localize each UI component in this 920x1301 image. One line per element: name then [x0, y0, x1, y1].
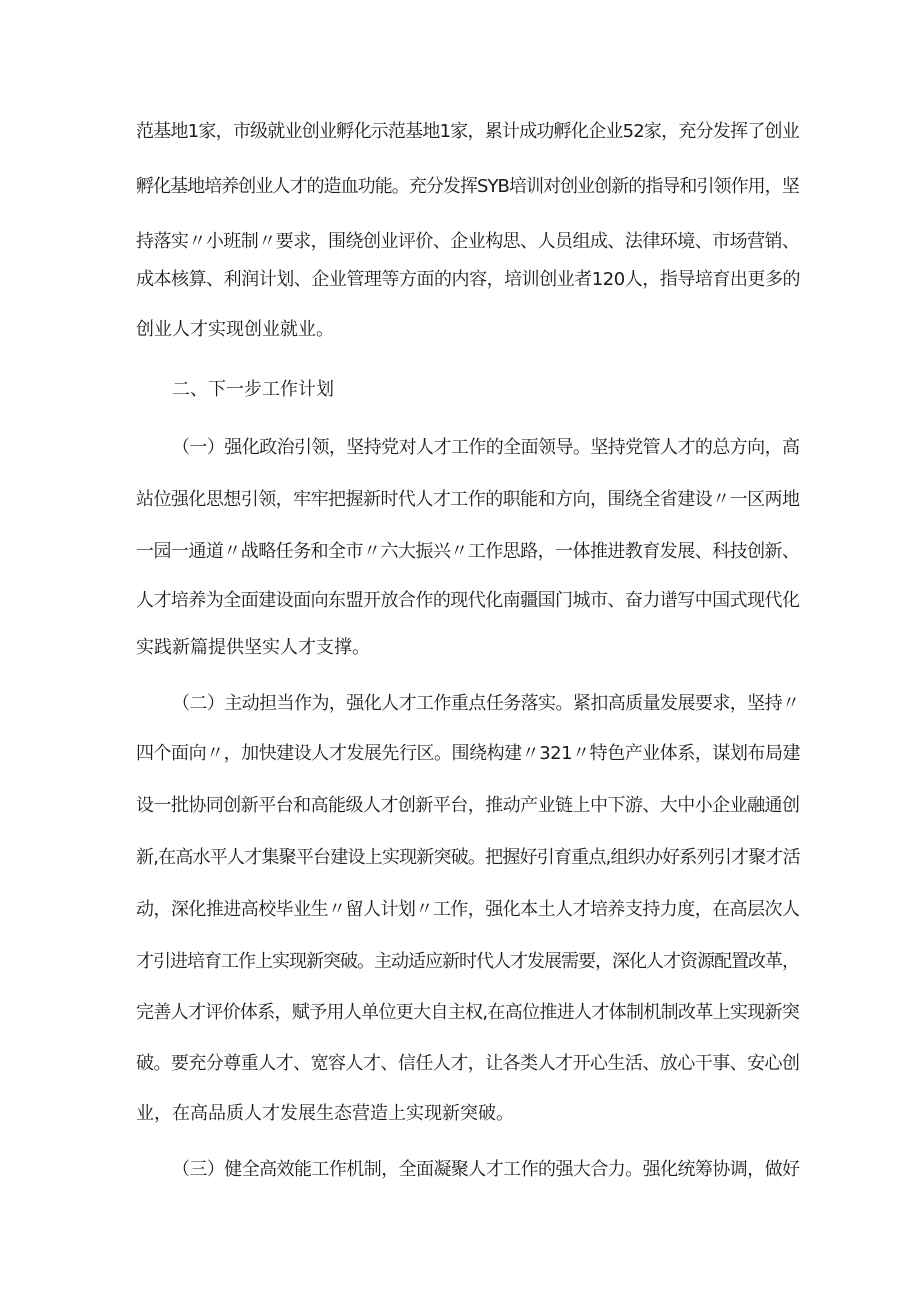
text-line: 持落实〃小班制〃要求，围绕创业评价、企业构思、人员组成、法律环境、市场营销、 — [136, 231, 800, 252]
text-line: 范基地1家，市级就业创业孵化示范基地1家，累计成功孵化企业52家，充分发挥了创业 — [136, 121, 800, 142]
text-line: 业，在高品质人才发展生态营造上实现新突破。 — [136, 1103, 514, 1124]
text-line: 完善人才评价体系，赋予用人单位更大自主权,在高位推进人才体制机制改革上实现新突 — [136, 1002, 800, 1023]
text-line: 成本核算、利润计划、企业管理等方面的内容，培训创业者120人，指导培育出更多的 — [136, 269, 801, 290]
text-line: 站位强化思想引领，牢牢把握新时代人才工作的职能和方向，围绕全省建设〃一区两地 — [136, 489, 800, 510]
text-line: 才引进培育工作上实现新突破。主动适应新时代人才发展需要，深化人才资源配置改革， — [136, 951, 799, 972]
text-line: 四个面向〃，加快建设人才发展先行区。围绕构建〃321〃特色产业体系，谋划布局建 — [136, 743, 801, 764]
text-line: 动，深化推进高校毕业生〃留人计划〃工作，强化本土人才培养支持力度，在高层次人 — [136, 899, 800, 920]
text-line: 新,在高水平人才集聚平台建设上实现新突破。把握好引育重点,组织办好系列引才聚才活 — [136, 847, 800, 868]
text-line: 实践新篇提供坚实人才支撑。 — [136, 637, 370, 658]
text-line: 人才培养为全面建设面向东盟开放合作的现代化南疆国门城市、奋力谱写中国式现代化 — [136, 590, 800, 611]
text-line: （三）健全高效能工作机制，全面凝聚人才工作的强大合力。强化统筹协调，做好 — [172, 1159, 800, 1180]
text-line: （二）主动担当作为，强化人才工作重点任务落实。紧扣高质量发展要求，坚持〃 — [172, 693, 800, 714]
text-line: （一）强化政治引领，坚持党对人才工作的全面领导。坚持党管人才的总方向，高 — [172, 437, 800, 458]
text-line: 创业人才实现创业就业。 — [136, 319, 334, 340]
text-line: 一园一通道〃战略任务和全市〃六大振兴〃工作思路，一体推进教育发展、科技创新、 — [136, 541, 800, 562]
text-line: 破。要充分尊重人才、宽容人才、信任人才，让各类人才开心生活、放心干事、安心创 — [136, 1053, 800, 1074]
section-heading: 二、下一步工作计划 — [172, 379, 334, 400]
text-line: 孵化基地培养创业人才的造血功能。充分发挥SYB培训对创业创新的指导和引领作用，坚 — [136, 176, 799, 197]
text-line: 设一批协同创新平台和高能级人才创新平台，推动产业链上中下游、大中小企业融通创 — [136, 795, 800, 816]
